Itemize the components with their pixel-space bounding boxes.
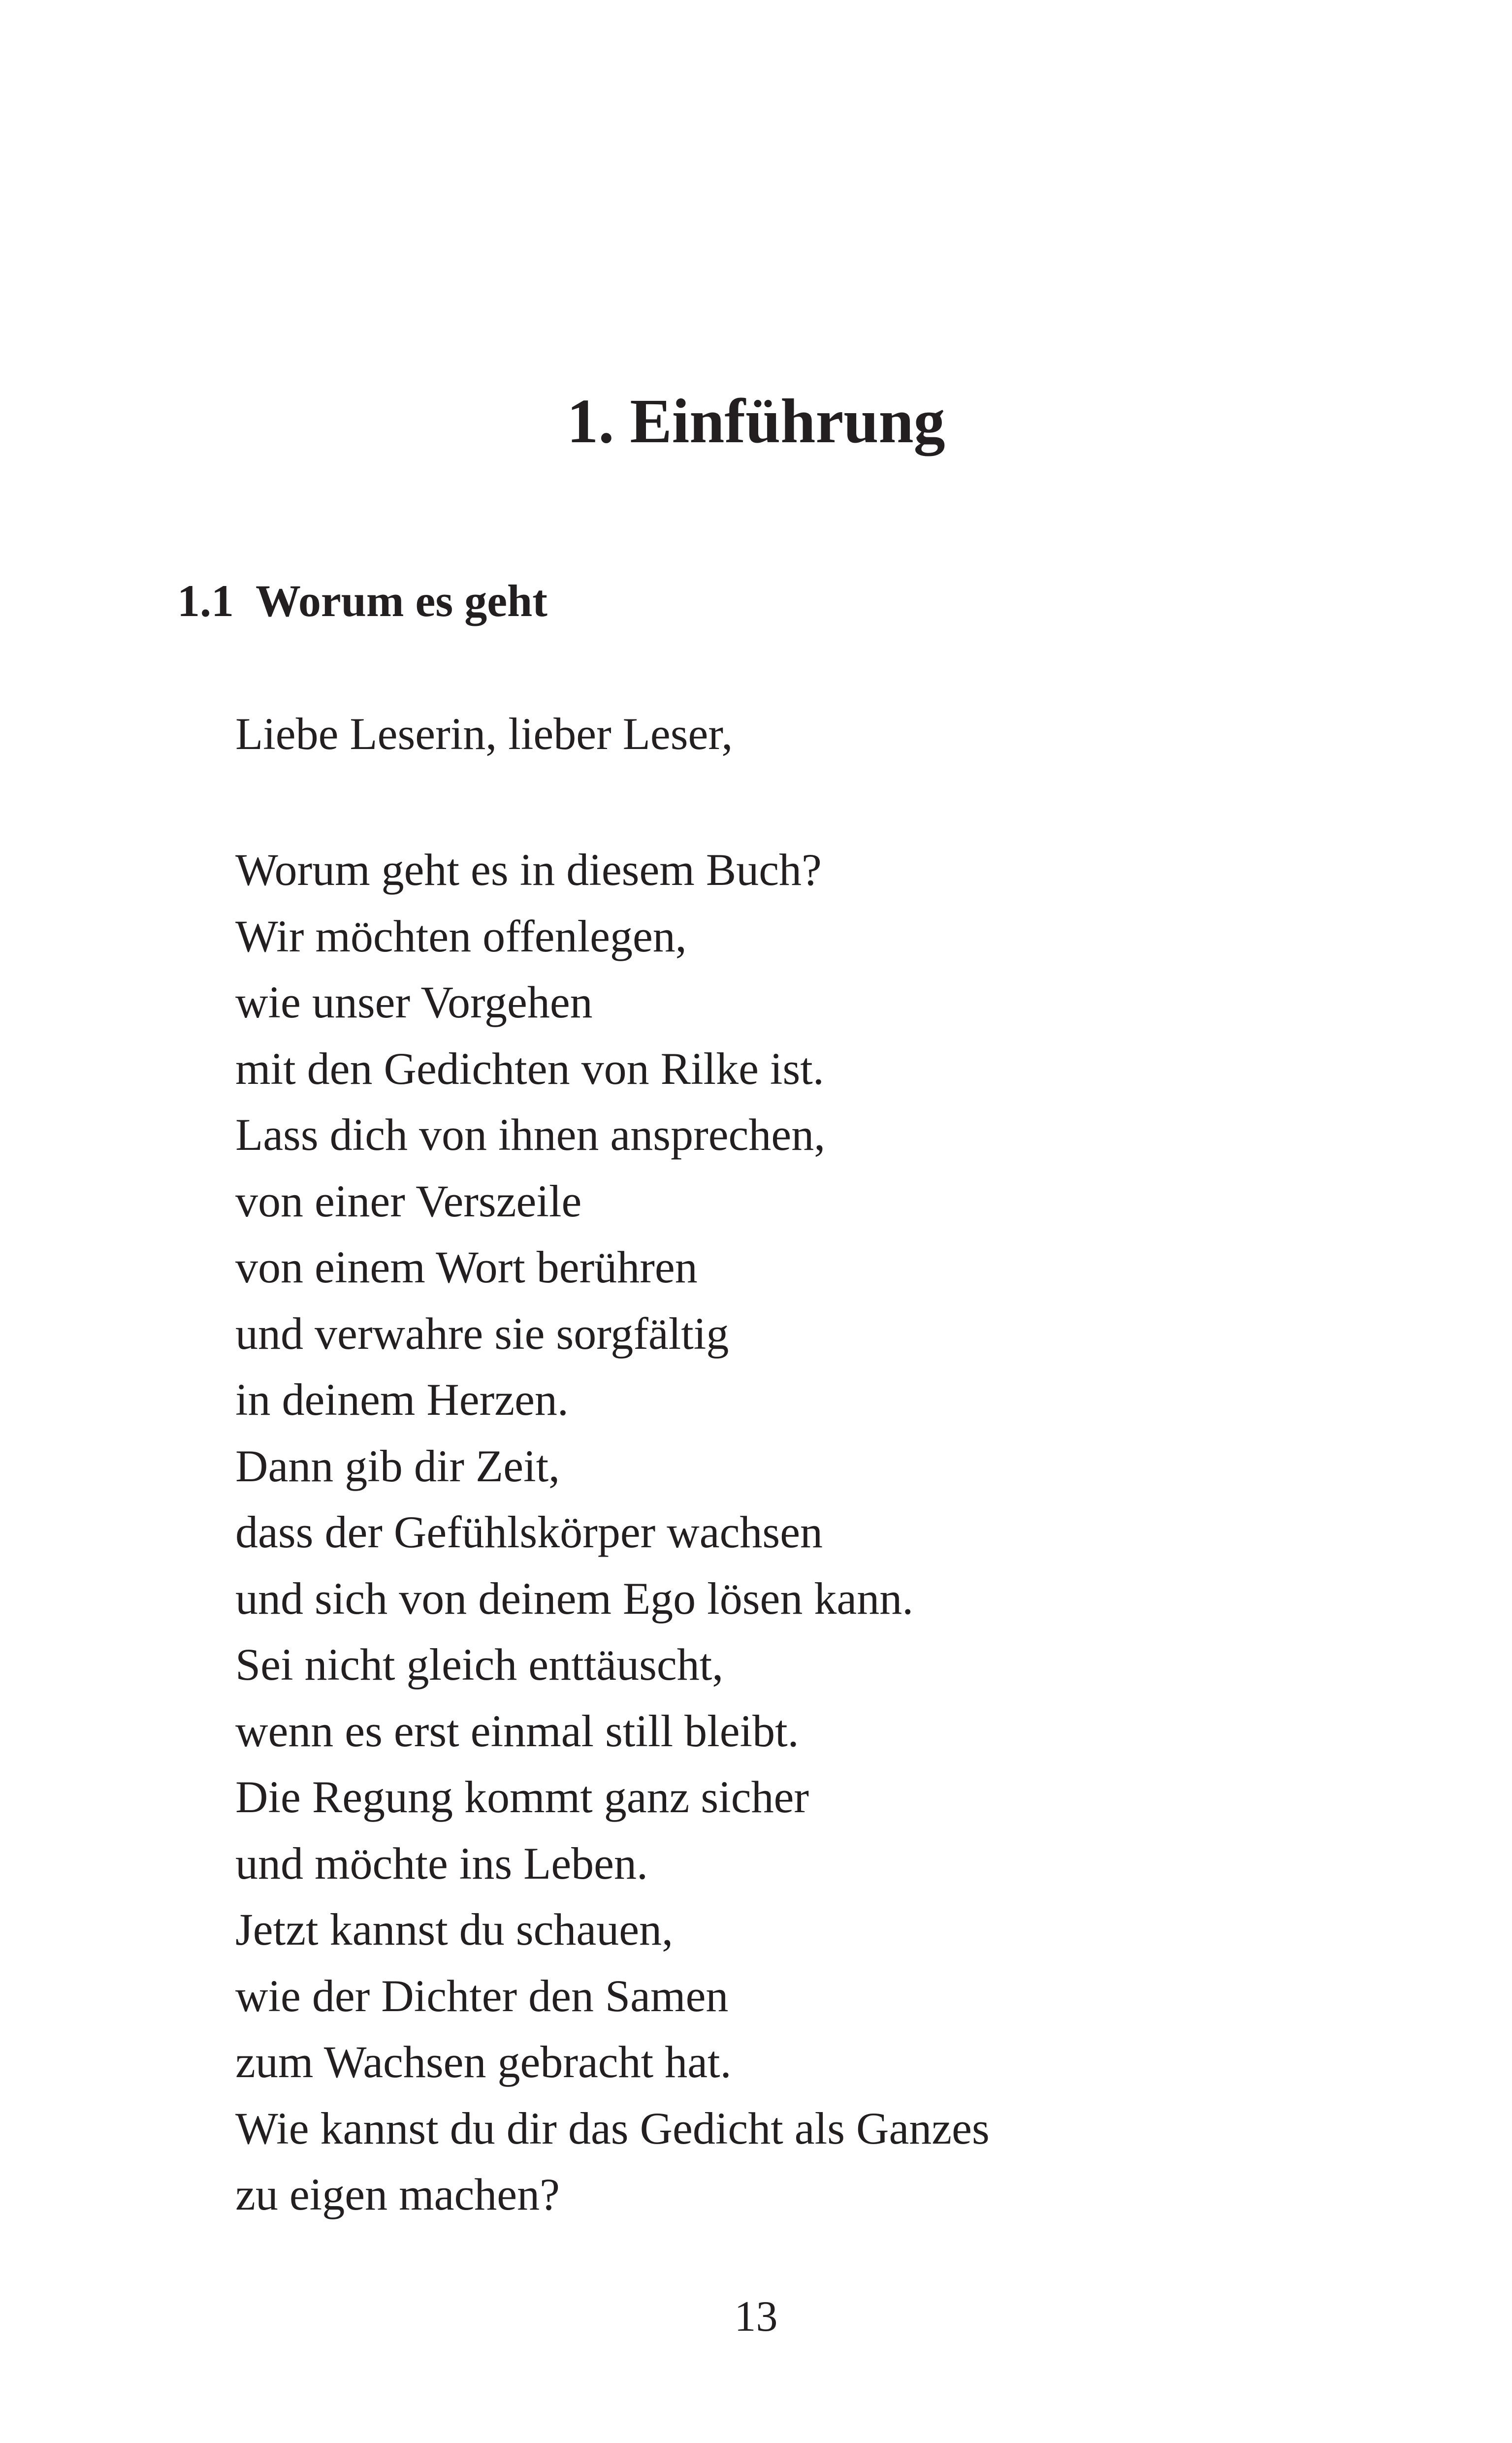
chapter-title: 1. Einführung <box>567 386 945 456</box>
section-title: Worum es geht <box>256 576 547 626</box>
poem-line: und sich von deinem Ego lösen kann. <box>235 1573 914 1624</box>
poem-line: wie der Dichter den Samen <box>235 1970 729 2021</box>
poem-line: in deinem Herzen. <box>235 1374 569 1425</box>
poem-line: und verwahre sie sorgfältig <box>235 1308 729 1359</box>
poem-line: wie unser Vorgehen <box>235 977 593 1027</box>
poem-line: Wie kannst du dir das Gedicht als Ganzes <box>235 2103 990 2153</box>
page-number: 13 <box>734 2293 778 2341</box>
poem-line: Wir möchten offenlegen, <box>235 911 687 961</box>
poem-line: zum Wachsen gebracht hat. <box>235 2037 732 2087</box>
poem-line: mit den Gedichten von Rilke ist. <box>235 1043 824 1094</box>
poem-line: Jetzt kannst du schauen, <box>235 1904 674 1954</box>
poem-line: wenn es erst einmal still bleibt. <box>235 1705 799 1756</box>
poem-text <box>235 837 990 2228</box>
salutation: Liebe Leserin, lieber Leser, <box>235 709 733 759</box>
section-number: 1.1 <box>177 576 234 626</box>
poem-line: Dann gib dir Zeit, <box>235 1440 560 1491</box>
poem-line: dass der Gefühlskörper wachsen <box>235 1507 823 1557</box>
poem-line: zu eigen machen? <box>235 2169 560 2219</box>
poem-line: Worum geht es in diesem Buch? <box>235 845 822 895</box>
poem-line: Lass dich von ihnen ansprechen, <box>235 1109 826 1160</box>
poem-line: von einem Wort berühren <box>235 1242 698 1292</box>
poem-line: Die Regung kommt ganz sicher <box>235 1772 809 1822</box>
section-heading <box>177 571 547 630</box>
poem-line: Sei nicht gleich enttäuscht, <box>235 1639 724 1690</box>
poem-line: und möchte ins Leben. <box>235 1838 648 1889</box>
poem-line: von einer Verszeile <box>235 1175 582 1226</box>
